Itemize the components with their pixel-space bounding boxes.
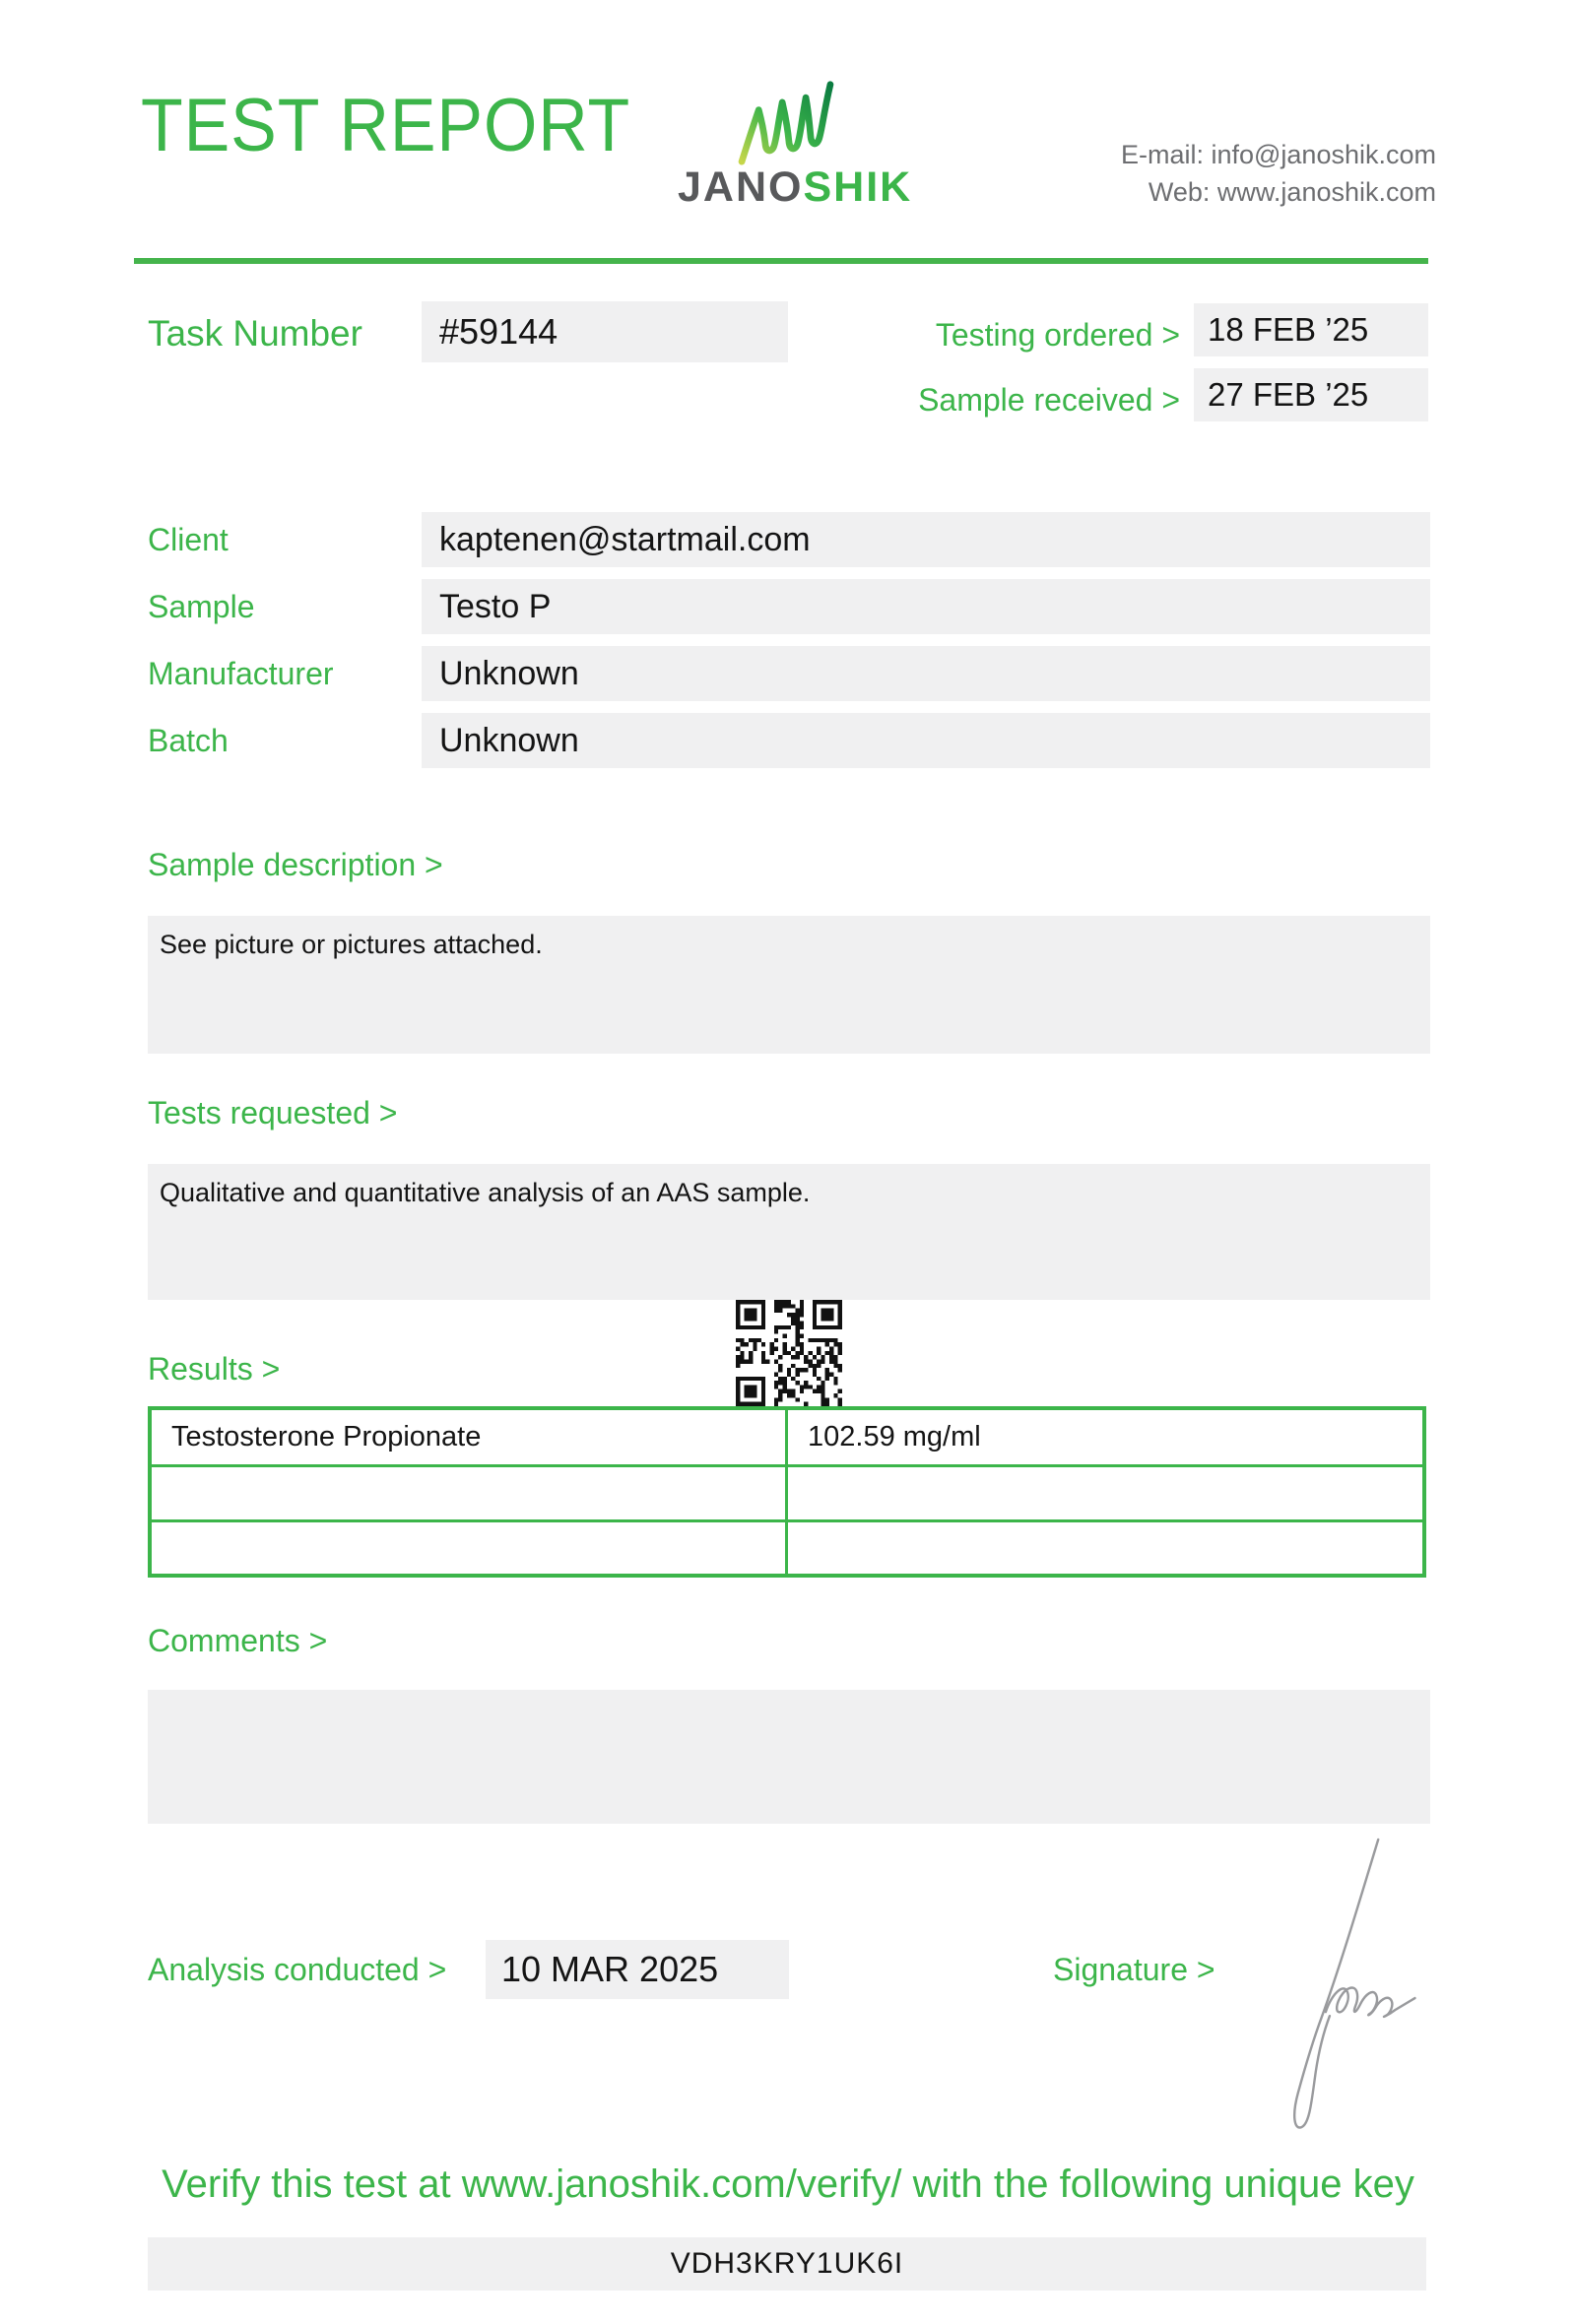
substance-cell xyxy=(152,1519,785,1574)
comments-heading: Comments > xyxy=(148,1623,328,1658)
substance-cell xyxy=(152,1464,785,1518)
tests-requested-text: Qualitative and quantitative analysis of an AAS sample. xyxy=(160,1178,811,1207)
tests-requested-box xyxy=(148,1164,1430,1300)
sample-description-box xyxy=(148,916,1430,1054)
verify-key-box xyxy=(148,2237,1426,2291)
logo-wordmark xyxy=(678,163,912,212)
logo-shik: SHIK xyxy=(803,163,913,211)
sample-label: Sample xyxy=(148,589,255,624)
results-table xyxy=(148,1406,1426,1578)
signature-label: Signature > xyxy=(1053,1952,1215,1987)
testing-ordered-value: 18 FEB ’25 xyxy=(1208,311,1369,348)
page-title: TEST REPORT xyxy=(141,84,631,167)
logo-jano: JANO xyxy=(678,163,804,211)
verify-key: VDH3KRY1UK6I xyxy=(670,2247,904,2280)
result-cell: 102.59 mg/ml xyxy=(785,1410,1422,1464)
analysis-date-box xyxy=(486,1940,789,1999)
batch-value-box xyxy=(422,713,1430,768)
substance-cell: Testosterone Propionate xyxy=(171,1421,482,1453)
batch-label: Batch xyxy=(148,723,229,758)
sample-received-value-box xyxy=(1194,368,1428,421)
manufacturer-label: Manufacturer xyxy=(148,656,334,691)
results-heading: Results > xyxy=(148,1351,281,1387)
batch-value: Unknown xyxy=(439,722,579,759)
contact-web: Web: www.janoshik.com xyxy=(1148,177,1436,207)
task-number-value-box xyxy=(422,301,788,362)
analysis-date-value: 10 MAR 2025 xyxy=(501,1949,719,1989)
qr-code xyxy=(736,1300,842,1411)
task-number-value: #59144 xyxy=(439,311,558,352)
contact-email: E-mail: info@janoshik.com xyxy=(1120,140,1436,169)
sample-received-label: Sample received > xyxy=(918,382,1180,418)
client-label: Client xyxy=(148,522,229,557)
comments-box xyxy=(148,1690,1430,1824)
tests-requested-heading: Tests requested > xyxy=(148,1095,398,1130)
client-value-box xyxy=(422,512,1430,567)
header-divider xyxy=(134,258,1428,264)
signature-image xyxy=(1263,1834,1424,2146)
sample-description-heading: Sample description > xyxy=(148,847,443,882)
result-cell xyxy=(785,1464,1422,1518)
contact-block xyxy=(1121,136,1436,211)
testing-ordered-value-box xyxy=(1194,303,1428,356)
janoshik-chart-logo-icon xyxy=(735,79,837,170)
verify-text: Verify this test at www.janoshik.com/verify/ with the following unique key xyxy=(162,2163,1414,2206)
testing-ordered-label: Testing ordered > xyxy=(935,317,1180,353)
sample-received-value: 27 FEB ’25 xyxy=(1208,376,1369,413)
result-cell xyxy=(785,1519,1422,1574)
task-number-label: Task Number xyxy=(148,313,362,354)
comments-text xyxy=(148,1690,1430,1704)
manufacturer-value-box xyxy=(422,646,1430,701)
sample-value: Testo P xyxy=(439,588,552,625)
sample-value-box xyxy=(422,579,1430,634)
manufacturer-value: Unknown xyxy=(439,655,579,692)
analysis-conducted-label: Analysis conducted > xyxy=(148,1952,447,1987)
sample-description-text: See picture or pictures attached. xyxy=(160,930,543,959)
client-value: kaptenen@startmail.com xyxy=(439,521,811,558)
